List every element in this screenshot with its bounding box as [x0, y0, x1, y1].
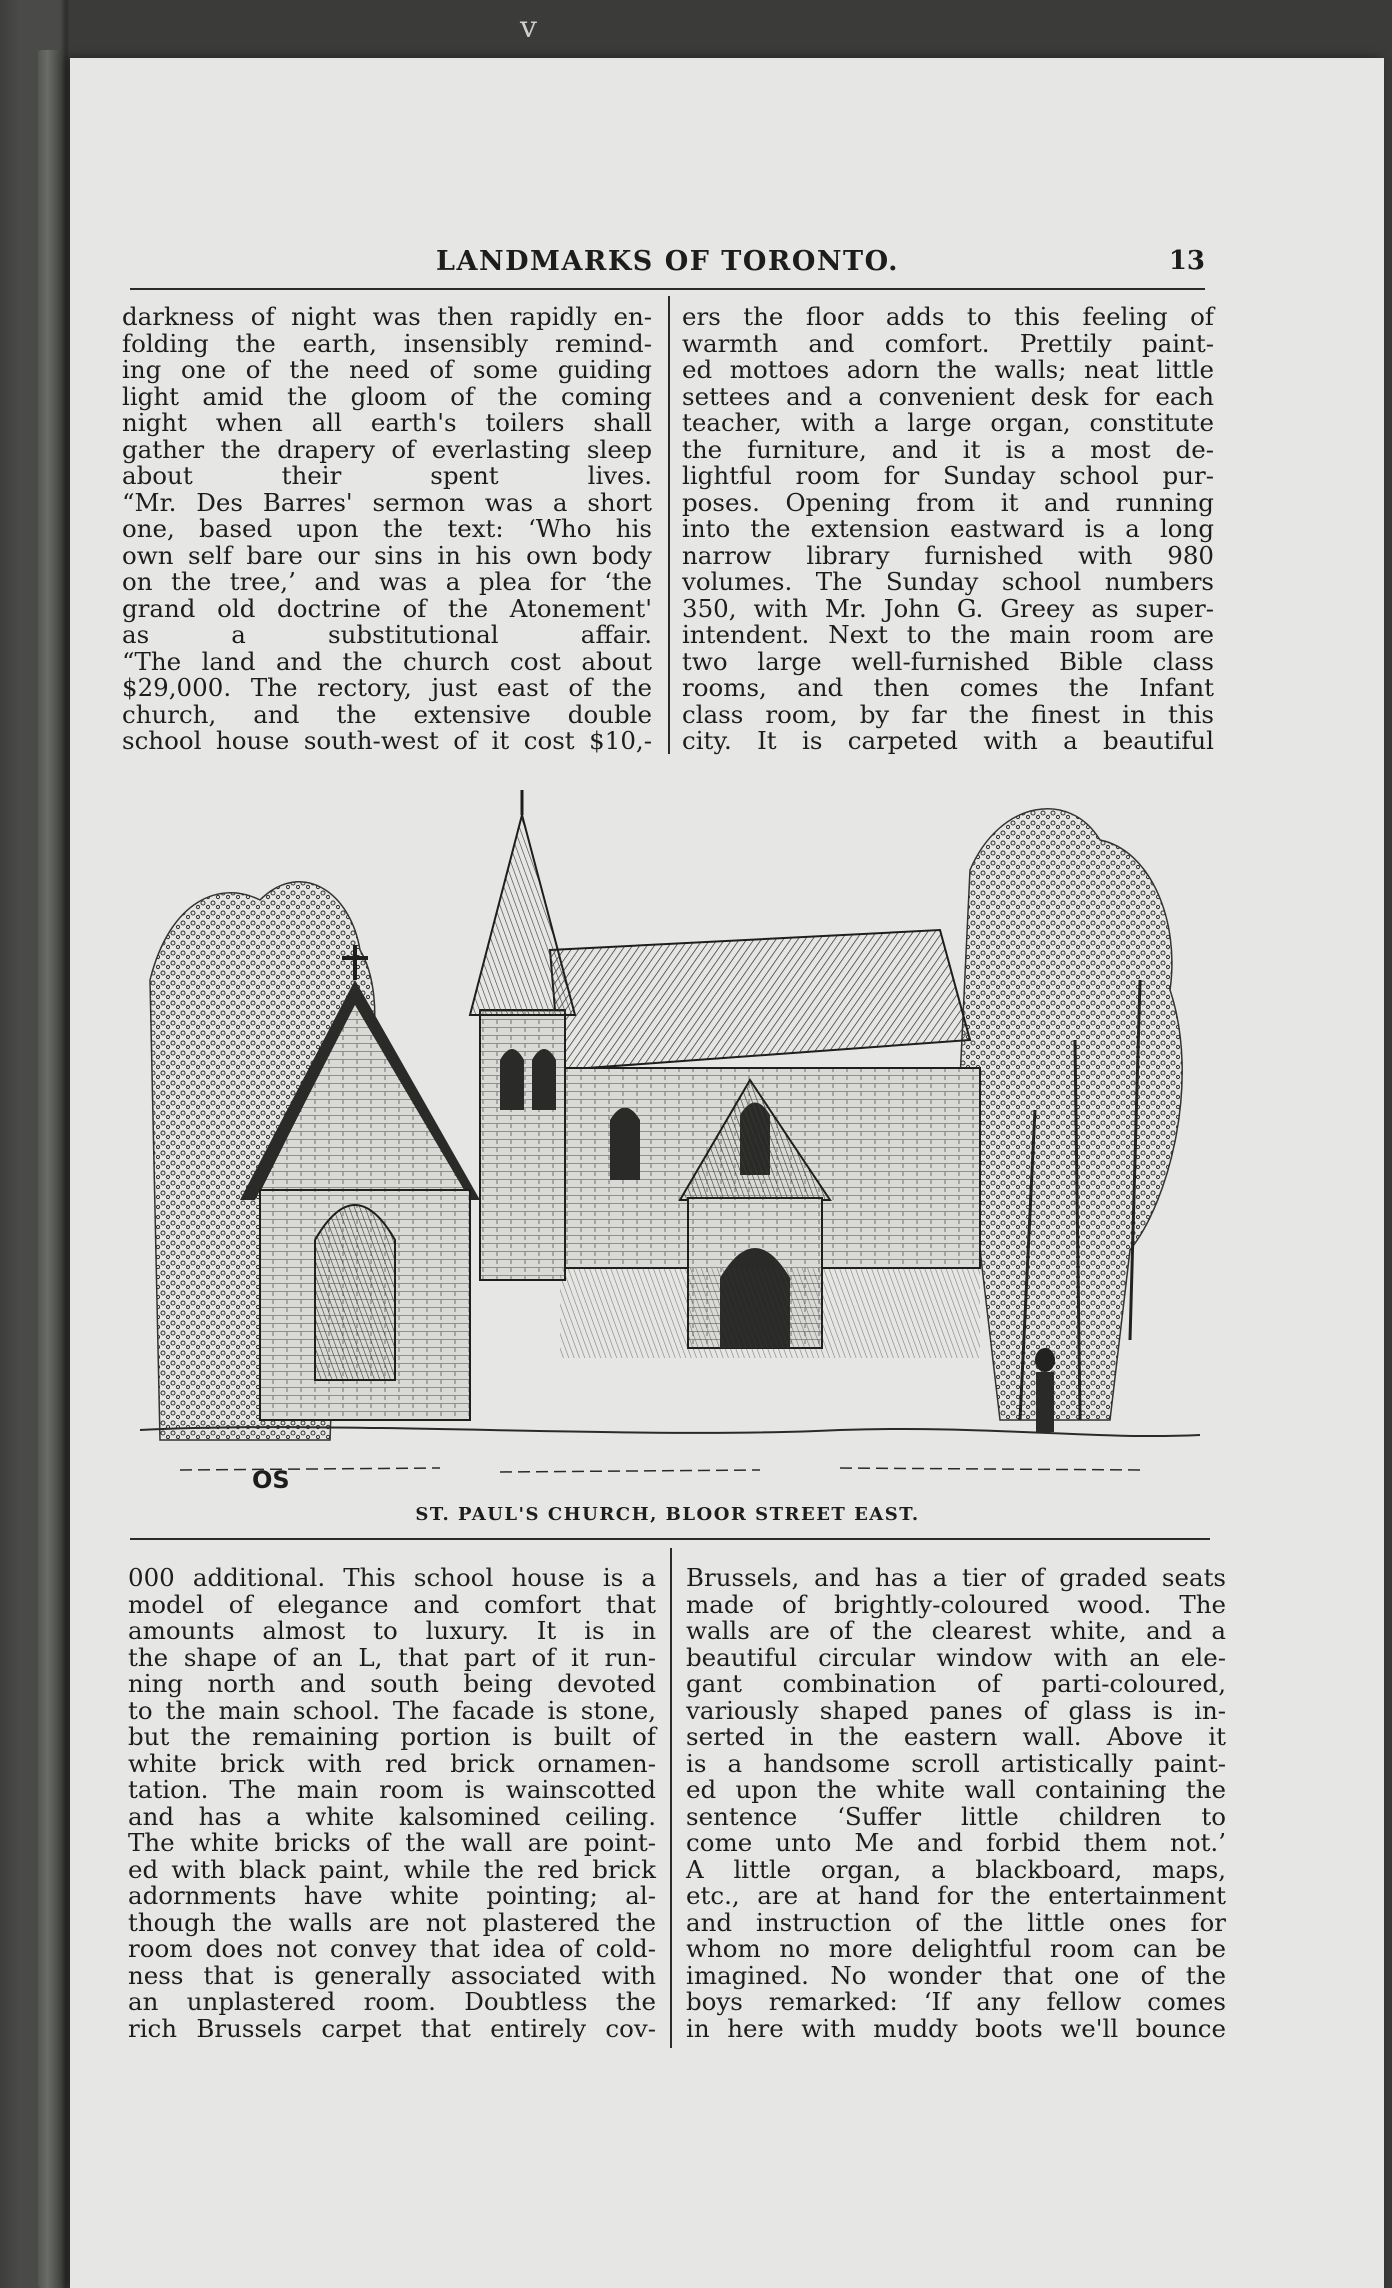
text-line: sentence ‘Suffer little children to [686, 1801, 1226, 1831]
text-line: ning north and south being devoted [128, 1669, 656, 1698]
text-line: warmth and comfort. Prettily paint- [682, 328, 1214, 358]
text-line: two large well-furnished Bible class [682, 646, 1214, 676]
text-line: come unto Me and forbid them not.’ [686, 1828, 1226, 1857]
text-line: A little organ, a blackboard, maps, [686, 1854, 1226, 1884]
text-line: model of elegance and comfort that [128, 1589, 656, 1619]
text-line: “Mr. Des Barres' sermon was a short [122, 487, 652, 517]
text-line: as a substitutional affair. [122, 620, 652, 649]
upper-left-column [122, 304, 652, 755]
text-line: Brussels, and has a tier of graded seats [686, 1563, 1226, 1592]
text-line: poses. Opening from it and running [682, 487, 1214, 517]
column-divider [668, 296, 670, 754]
text-line: whom no more delightful room can be [686, 1934, 1226, 1963]
text-line: an unplastered room. Doubtless the [128, 1987, 656, 2016]
text-line: adornments have white pointing; al- [128, 1881, 656, 1910]
text-line: grand old doctrine of the Atonement' [122, 593, 652, 623]
text-line: ness that is generally associated with [128, 1960, 656, 1990]
text-line: is a handsome scroll artistically paint- [686, 1748, 1226, 1778]
text-line: The white bricks of the wall are point- [128, 1828, 656, 1857]
text-line: volumes. The Sunday school numbers [682, 567, 1214, 596]
illustrator-signature: OS [252, 1466, 290, 1494]
text-line: ed with black paint, while the red brick [128, 1854, 656, 1884]
text-line: in here with muddy boots we'll bounce [686, 2013, 1226, 2043]
text-line: city. It is carpeted with a beautiful [682, 726, 1214, 755]
text-line: light amid the gloom of the coming [122, 381, 652, 411]
text-line: $29,000. The rectory, just east of the [122, 673, 652, 702]
text-line: made of brightly-coloured wood. The [686, 1589, 1226, 1619]
text-line: to the main school. The facade is stone, [128, 1695, 656, 1725]
illustration-caption: ST. PAUL'S CHURCH, BLOOR STREET EAST. [415, 1504, 920, 1525]
text-line: beautiful circular window with an ele- [686, 1642, 1226, 1672]
text-line: darkness of night was then rapidly en- [122, 302, 652, 331]
text-line: own self bare our sins in his own body [122, 540, 652, 570]
text-line: settees and a convenient desk for each [682, 381, 1214, 411]
text-line: variously shaped panes of glass is in- [686, 1695, 1226, 1725]
upper-right-column [682, 304, 1214, 755]
text-line: narrow library furnished with 980 [682, 540, 1214, 570]
text-line: and instruction of the little ones for [686, 1907, 1226, 1937]
text-line: 350, with Mr. John G. Greey as super- [682, 593, 1214, 623]
text-line: serted in the eastern wall. Above it [686, 1722, 1226, 1751]
text-line: about their spent lives. [122, 461, 652, 490]
text-line: lightful room for Sunday school pur- [682, 461, 1214, 490]
lower-right-column [686, 1565, 1226, 2042]
text-line: though the walls are not plastered the [128, 1907, 656, 1937]
text-line: ing one of the need of some guiding [122, 355, 652, 384]
scan-mark: v [520, 10, 537, 45]
text-line: white brick with red brick ornamen- [128, 1748, 656, 1778]
running-title: LANDMARKS OF TORONTO. [436, 246, 899, 277]
text-line: “The land and the church cost about [122, 646, 652, 676]
text-line: but the remaining portion is built of [128, 1722, 656, 1751]
text-line: church, and the extensive double [122, 699, 652, 729]
text-line: imagined. No wonder that one of the [686, 1960, 1226, 1990]
text-line: class room, by far the finest in this [682, 699, 1214, 729]
text-line: rooms, and then comes the Infant [682, 673, 1214, 702]
text-line: into the extension eastward is a long [682, 514, 1214, 543]
text-line: ers the floor adds to this feeling of [682, 302, 1214, 331]
text-line: gather the drapery of everlasting sleep [122, 434, 652, 464]
text-line: one, based upon the text: ‘Who his [122, 514, 652, 543]
running-header [130, 238, 1205, 288]
text-line: room does not convey that idea of cold- [128, 1934, 656, 1963]
text-line: folding the earth, insensibly remind- [122, 328, 652, 358]
text-line: walls are of the clearest white, and a [686, 1616, 1226, 1645]
text-line: gant combination of parti-coloured, [686, 1669, 1226, 1698]
caption-rule [130, 1538, 1210, 1540]
text-line: the furniture, and it is a most de- [682, 434, 1214, 464]
book-spine [38, 50, 62, 2288]
text-line: and has a white kalsomined ceiling. [128, 1801, 656, 1831]
text-line: the shape of an L, that part of it run- [128, 1642, 656, 1672]
church-illustration [140, 780, 1210, 1500]
text-line: 000 additional. This school house is a [128, 1563, 656, 1592]
text-line: on the tree,’ and was a plea for ‘the [122, 567, 652, 596]
text-line: boys remarked: ‘If any fellow comes [686, 1987, 1226, 2016]
text-line: ed mottoes adorn the walls; neat little [682, 355, 1214, 384]
text-line: school house south-west of it cost $10,- [122, 726, 652, 755]
text-line: teacher, with a large organ, constitute [682, 408, 1214, 437]
text-line: intendent. Next to the main room are [682, 620, 1214, 649]
text-line: rich Brussels carpet that entirely cov- [128, 2013, 656, 2043]
text-line: etc., are at hand for the entertainment [686, 1881, 1226, 1910]
text-line: ed upon the white wall containing the [686, 1775, 1226, 1804]
header-rule [130, 288, 1205, 290]
text-line: amounts almost to luxury. It is in [128, 1616, 656, 1645]
column-divider [670, 1548, 672, 2048]
page-number: 13 [1168, 246, 1205, 276]
lower-left-column [128, 1565, 656, 2042]
text-line: night when all earth's toilers shall [122, 408, 652, 437]
text-line: tation. The main room is wainscotted [128, 1775, 656, 1804]
